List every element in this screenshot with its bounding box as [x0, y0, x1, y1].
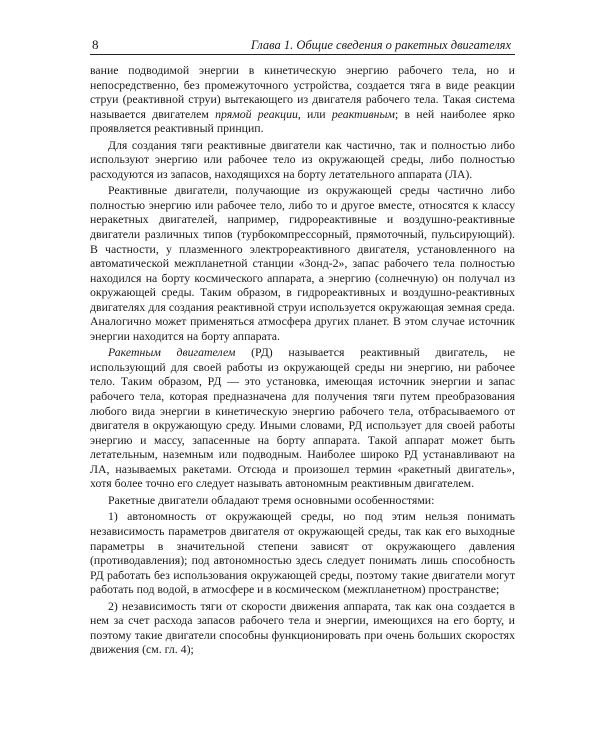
- page-number: 8: [92, 37, 99, 52]
- paragraph-4-text: (РД) называется реактивный двигатель, не использующий для своей работы из окружающей среды ни энергию, ни рабочее тело. Таким образом, РД — это установка, имеющая источник энергии и запас рабочего тела, которая предназначена для получения тяги путем преобразования любого вида энергии в кинетическую энергию рабочего тела, отбрасываемого от двигателя в окружающую среду. Иными словами, РД использует для своей работы энергию и массу, запасенные на борту аппарата. Такой аппарат может быть летательным, наземным или подводным. Наиболее широко РД устанавливают на ЛА, называемых ракетами. Отсюда и произошел термин «ракетный двигатель», хотя более точно его следует называть автономным реактивным двигателем.: [90, 345, 515, 491]
- term-direct-reaction: прямой реакции: [215, 106, 298, 121]
- term-reactive: реактивным: [331, 106, 395, 121]
- running-head: Глава 1. Общие сведения о ракетных двигателях: [250, 38, 511, 52]
- paragraph-1: [90, 63, 515, 136]
- paragraph-4: [90, 345, 515, 490]
- term-rocket-engine: Ракетным двигателем: [108, 345, 236, 360]
- paragraph-1-text-c: ; в ней наиболее ярко проявляется реактивный принцип.: [90, 106, 515, 136]
- page-header: [90, 38, 515, 55]
- paragraph-1-text-a: вание подводимой энергии в кинетическую энергию рабочего тела, но и непосредственно, без промежуточного устройства, создается тяга в виде реакции струи (реактивной струи) вытекающего из двигателя рабочего тела. Такая система называется двигателем: [90, 63, 515, 121]
- list-item-2: 2) независимость тяги от скорости движения аппарата, так как она создается в нем за счет расхода запасов рабочего тела и энергии, имеющихся на его борту, и поэтому такие двигатели способны функционировать при очень больших скоростях движения (см. гл. 4);: [90, 598, 515, 657]
- paragraph-1-text-b: , или: [297, 106, 332, 121]
- paragraph-2: Для создания тяги реактивные двигатели как частично, так и полностью либо используют энергию или рабочее тело из окружающей среды, либо полностью расходуются из запасов, находящихся на борту летательного аппарата (ЛА).: [90, 137, 515, 181]
- list-item-1: 1) автономность от окружающей среды, но под этим нельзя понимать независимость параметров двигателя от окружающей среды, так как его выходные параметры в значительной степени зависят от окружающего давления (противодавления); под автономностью здесь следует понимать лишь способность РД работать без использования окружающей среды, поэтому такие двигатели могут работать под водой, в атмосфере и в космическом (межпланетном) пространстве;: [90, 509, 515, 597]
- book-page: [90, 38, 515, 657]
- page-body: [90, 63, 515, 657]
- paragraph-5: Ракетные двигатели обладают тремя основными особенностями:: [108, 492, 435, 507]
- paragraph-3: Реактивные двигатели, получающие из окружающей среды частично либо полностью энергию или рабочее тело, либо то и другое вместе, относятся к классу неракетных двигателей, например, гидрореактивные и воздушно-реактивные двигатели различных типов (турбокомпрессорный, прямоточный, пульсирующий). В частности, у плазменного электрореактивного двигателя, установленного на автоматической межпланетной станции «Зонд-2», запас рабочего тела полностью находился на борту космического аппарата, а энергию (солнечную) он получал из окружающей среды. Таким образом, в гидрореактивных и воздушно-реактивных двигателях для создания реактивной струи используется окружающая земная среда. Аналогично может применяться атмосфера других планет. В этом случае источник энергии находится на борту аппарата.: [90, 183, 515, 343]
